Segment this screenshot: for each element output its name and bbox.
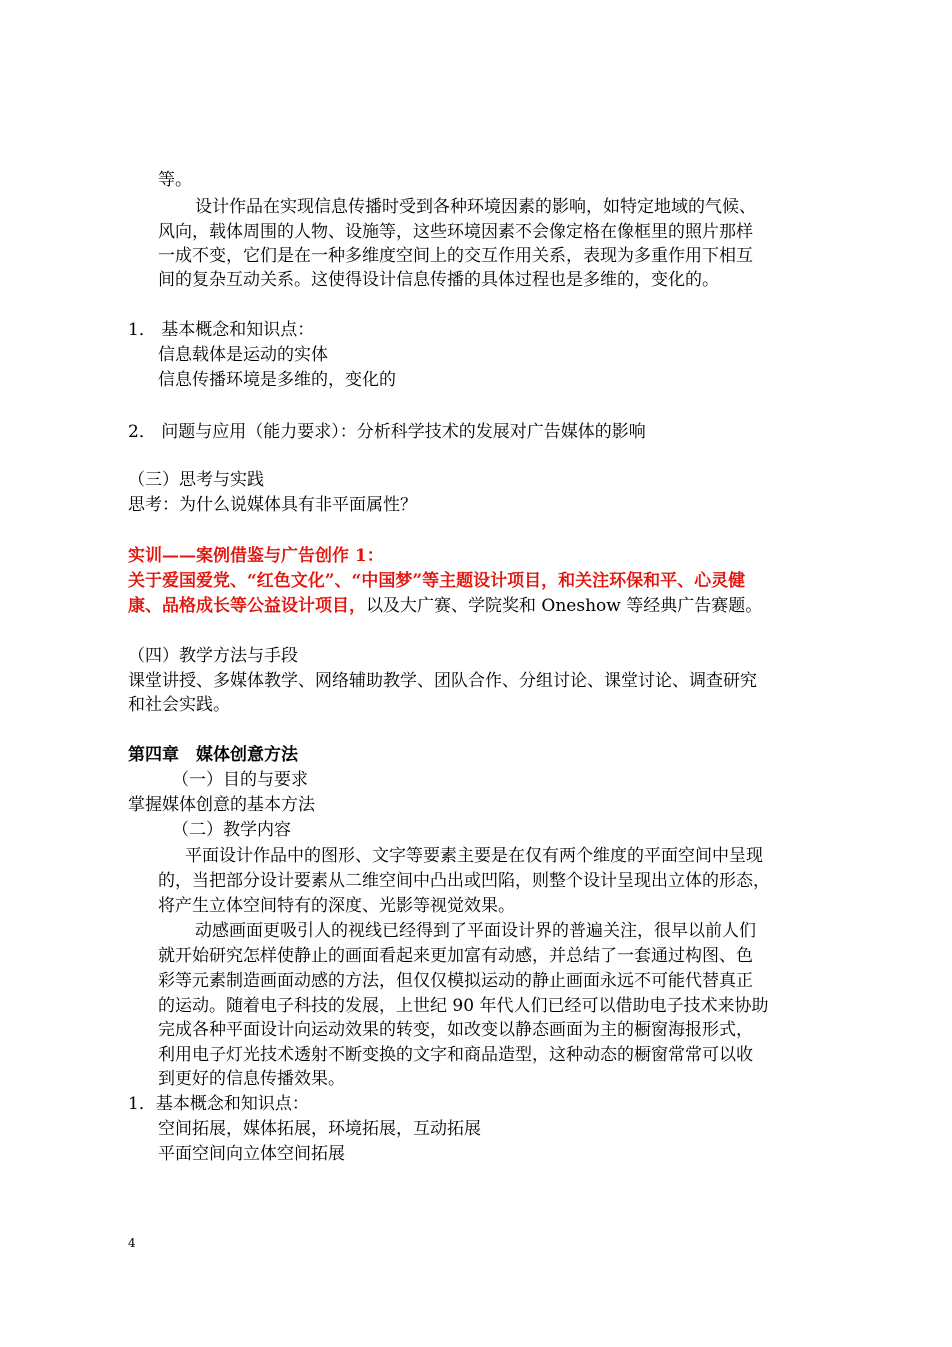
chapter-title: 第四章 媒体创意方法 — [128, 745, 298, 765]
text-line: 和社会实践。 — [128, 695, 230, 715]
text-line: 间的复杂互动关系。这使得设计信息传播的具体过程也是多维的，变化的。 — [158, 270, 719, 290]
text-line: 到更好的信息传播效果。 — [158, 1069, 345, 1089]
section-heading: （四）教学方法与手段 — [128, 646, 298, 666]
text-line: 空间拓展，媒体拓展，环境拓展，互动拓展 — [158, 1119, 481, 1139]
text-line: 彩等元素制造画面动感的方法，但仅仅模拟运动的静止画面永远不可能代替真正 — [158, 971, 753, 991]
contest-list: 以及大广赛、学院奖和 Oneshow 等经典广告赛题。 — [366, 596, 763, 616]
text-line: 的，当把部分设计要素从二维空间中凸出或凹陷，则整个设计呈现出立体的形态， — [158, 871, 770, 891]
text-line: 动感画面更吸引人的视线已经得到了平面设计界的普遍关注，很早以前人们 — [195, 921, 756, 941]
text-line: 平面空间向立体空间拓展 — [158, 1144, 345, 1164]
text-line: 信息载体是运动的实体 — [158, 345, 328, 365]
text-line: 风向，载体周围的人物、设施等，这些环境因素不会像定格在像框里的照片那样 — [158, 222, 753, 242]
text-line: 等。 — [158, 170, 192, 190]
page-number: 4 — [128, 1236, 136, 1250]
section-heading: （二）教学内容 — [172, 820, 291, 840]
practice-topics-continuation: 康、品格成长等公益设计项目， — [128, 596, 366, 616]
text-line: 将产生立体空间特有的深度、光影等视觉效果。 — [158, 896, 515, 916]
text-line: 完成各种平面设计向运动效果的转变，如改变以静态画面为主的橱窗海报形式， — [158, 1020, 753, 1040]
text-line: 的运动。随着电子科技的发展，上世纪 90 年代人们已经可以借助电子技术来协助 — [158, 996, 769, 1016]
text-line: 课堂讲授、多媒体教学、网络辅助教学、团队合作、分组讨论、课堂讨论、调查研究 — [128, 671, 757, 691]
text-line: 思考：为什么说媒体具有非平面属性？ — [128, 495, 417, 515]
text-line: 信息传播环境是多维的，变化的 — [158, 370, 396, 390]
text-line — [128, 594, 762, 619]
text-line: 利用电子灯光技术透射不断变换的文字和商品造型，这种动态的橱窗常常可以收 — [158, 1045, 753, 1065]
practice-heading: 实训——案例借鉴与广告创作 1： — [128, 546, 384, 566]
numbered-heading: 1． 基本概念和知识点： — [128, 320, 315, 340]
practice-topics-line: 关于爱国爱党、“红色文化”、“中国梦”等主题设计项目，和关注环保和平、心灵健 — [128, 571, 746, 591]
text-line: 就开始研究怎样使静止的画面看起来更加富有动感，并总结了一套通过构图、色 — [158, 946, 753, 966]
section-heading: （三）思考与实践 — [128, 470, 264, 490]
numbered-heading: 1．基本概念和知识点： — [128, 1094, 309, 1114]
text-line: 一成不变，它们是在一种多维度空间上的交互作用关系，表现为多重作用下相互 — [158, 246, 753, 266]
section-heading: （一）目的与要求 — [172, 770, 308, 790]
text-line: 平面设计作品中的图形、文字等要素主要是在仅有两个维度的平面空间中呈现 — [185, 846, 763, 866]
text-line: 掌握媒体创意的基本方法 — [128, 795, 315, 815]
text-line: 设计作品在实现信息传播时受到各种环境因素的影响，如特定地域的气候、 — [195, 197, 756, 217]
numbered-heading: 2． 问题与应用（能力要求）：分析科学技术的发展对广告媒体的影响 — [128, 422, 646, 442]
